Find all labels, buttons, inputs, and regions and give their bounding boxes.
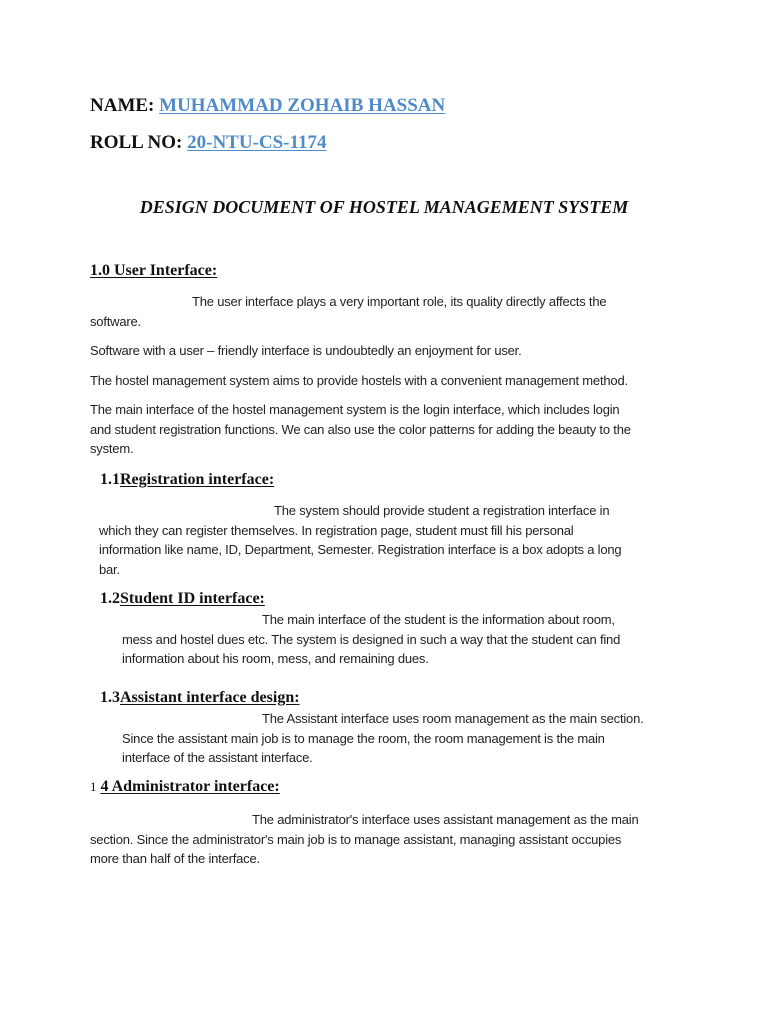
paragraph-user-interface-2 [90, 341, 522, 361]
section-title: Assistant interface design: [120, 689, 300, 706]
text-line: bar. [99, 561, 120, 577]
text-line: and student registration functions. We can also use the color patterns for adding the beauty to the [90, 421, 631, 437]
text-line: Software with a user – friendly interface is undoubtedly an enjoyment for user. [90, 343, 522, 358]
paragraph-administrator-interface [90, 810, 639, 869]
paragraph-user-interface-3 [90, 371, 628, 391]
section-title: Student ID interface: [120, 590, 265, 607]
text-line: The user interface plays a very important role, its quality directly affects the [192, 294, 607, 309]
text-line: The administrator's interface uses assistant management as the main [252, 812, 639, 827]
paragraph-assistant-interface [122, 709, 644, 768]
paragraph-user-interface-1 [90, 292, 606, 331]
section-title: Registration interface: [120, 471, 275, 488]
document-title: DESIGN DOCUMENT OF HOSTEL MANAGEMENT SYSTEM [139, 197, 629, 217]
section-heading-user-interface: 1.0 User Interface: [90, 262, 218, 279]
section-heading-student-id-interface [100, 590, 265, 608]
text-line: Since the assistant main job is to manage the room, the room management is the main [122, 730, 605, 746]
text-line: system. [90, 441, 134, 456]
text-line: which they can register themselves. In registration page, student must fill his personal [99, 522, 574, 538]
text-line: information about his room, mess, and remaining dues. [122, 651, 429, 666]
section-number: 1.3 [100, 689, 120, 706]
text-line: software. [90, 313, 141, 329]
name-line [90, 95, 445, 117]
text-line: interface of the assistant interface. [122, 750, 313, 765]
section-title: 4 Administrator interface: [100, 778, 280, 795]
roll-label: ROLL NO: [90, 132, 183, 153]
name-label: NAME: [90, 95, 155, 116]
section-number: 1.1 [100, 471, 120, 488]
paragraph-registration-interface [99, 501, 621, 579]
text-line: section. Since the administrator's main job is to manage assistant, managing assistant occupies [90, 831, 622, 847]
text-line: The Assistant interface uses room management as the main section. [262, 711, 644, 726]
text-line: more than half of the interface. [90, 851, 260, 866]
text-line: The system should provide student a registration interface in [274, 503, 610, 518]
text-line: The main interface of the student is the information about room, [262, 612, 615, 627]
text-line: The hostel management system aims to provide hostels with a convenient management method. [90, 373, 628, 388]
section-heading-administrator-interface [90, 778, 280, 796]
section-number: 1.2 [100, 590, 120, 607]
text-line: mess and hostel dues etc. The system is designed in such a way that the student can find [122, 631, 621, 647]
text-line: information like name, ID, Department, Semester. Registration interface is a box adopts a long [99, 542, 622, 557]
roll-value: 20-NTU-CS-1174 [187, 132, 327, 153]
name-value: MUHAMMAD ZOHAIB HASSAN [159, 95, 446, 116]
paragraph-user-interface-4 [90, 400, 631, 459]
section-heading-registration-interface [100, 471, 274, 489]
text-line: The main interface of the hostel management system is the login interface, which includes login [90, 402, 620, 417]
paragraph-student-id-interface [122, 610, 620, 669]
section-heading-assistant-interface [100, 689, 300, 707]
roll-line [90, 132, 326, 154]
section-number: 1 [90, 779, 97, 794]
